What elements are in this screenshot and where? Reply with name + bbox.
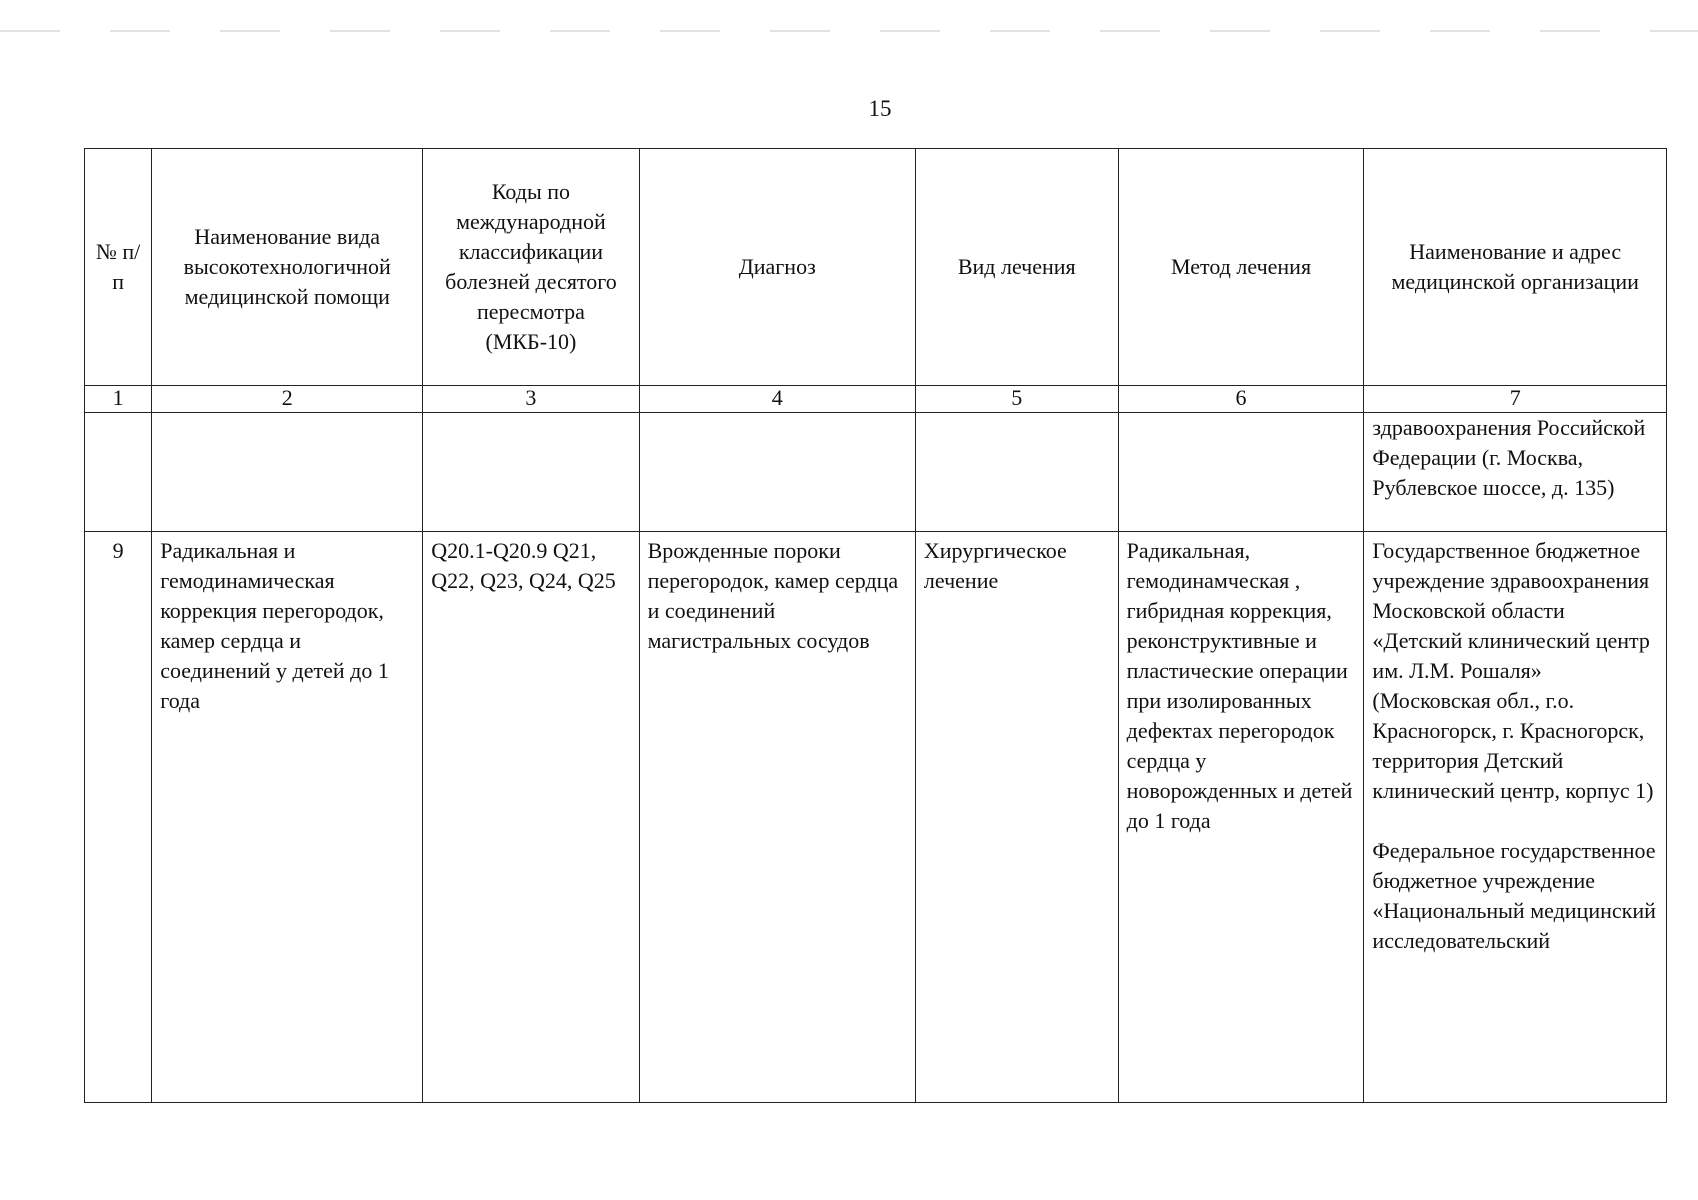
continuation-organization: здравоохранения Российской Федерации (г. Москва, Рублевское шоссе, д. 135) (1364, 413, 1667, 532)
diagnosis-cell: Врожденные пороки перегородок, камер сердца и соединений магистральных сосудов (639, 532, 915, 1103)
table-cell (423, 413, 639, 532)
table-cell (1118, 413, 1364, 532)
organization-entry: Государственное бюджетное учреждение здравоохранения Московской области «Детский клинический центр им. Л.М. Рошаля» (Московская обл., г.о. Красногорск, г. Красногорск, территория Детский клинический центр, корпус 1) (1372, 538, 1654, 803)
table-row (85, 532, 1667, 1103)
row-number: 9 (85, 532, 152, 1103)
column-header-organization: Наименование и адрес медицинской организации (1364, 149, 1667, 386)
column-number: 7 (1364, 386, 1667, 413)
treatment-method-cell: Радикальная, гемодинамческая , гибридная коррекция, реконструктивные и пластические операции при изолированных дефектах перегородок сердца у новорожденных и детей до 1 года (1118, 532, 1364, 1103)
organization-gap (1372, 806, 1658, 836)
page-number: 15 (868, 96, 892, 121)
organization-cell (1364, 532, 1667, 1103)
column-number: 2 (152, 386, 423, 413)
header-row (85, 149, 1667, 386)
organization-entry: Федеральное государственное бюджетное учреждение «Национальный медицинский исследовательский (1372, 838, 1656, 953)
table-cell (639, 413, 915, 532)
column-number: 6 (1118, 386, 1364, 413)
column-header-treatment-method: Метод лечения (1118, 149, 1364, 386)
table-cell (915, 413, 1118, 532)
medical-care-table (84, 148, 1667, 1103)
column-header-icd-codes: Коды по международной классификации болезней десятого пересмотра (МКБ-10) (423, 149, 639, 386)
column-header-care-type: Наименование вида высокотехнологичной медицинской помощи (152, 149, 423, 386)
continuation-row (85, 413, 1667, 532)
table-cell (85, 413, 152, 532)
column-header-number: № п/п (85, 149, 152, 386)
column-header-treatment-type: Вид лечения (915, 149, 1118, 386)
care-type-cell: Радикальная и гемодинамическая коррекция перегородок, камер сердца и соединений у детей до 1 года (152, 532, 423, 1103)
column-number: 5 (915, 386, 1118, 413)
column-number: 3 (423, 386, 639, 413)
scan-edge-artifact (0, 30, 1698, 32)
column-number: 1 (85, 386, 152, 413)
treatment-type-cell: Хирургическое лечение (915, 532, 1118, 1103)
table-cell (152, 413, 423, 532)
column-header-diagnosis: Диагноз (639, 149, 915, 386)
icd-codes-cell: Q20.1-Q20.9 Q21, Q22, Q23, Q24, Q25 (423, 532, 639, 1103)
column-number: 4 (639, 386, 915, 413)
column-number-row (85, 386, 1667, 413)
